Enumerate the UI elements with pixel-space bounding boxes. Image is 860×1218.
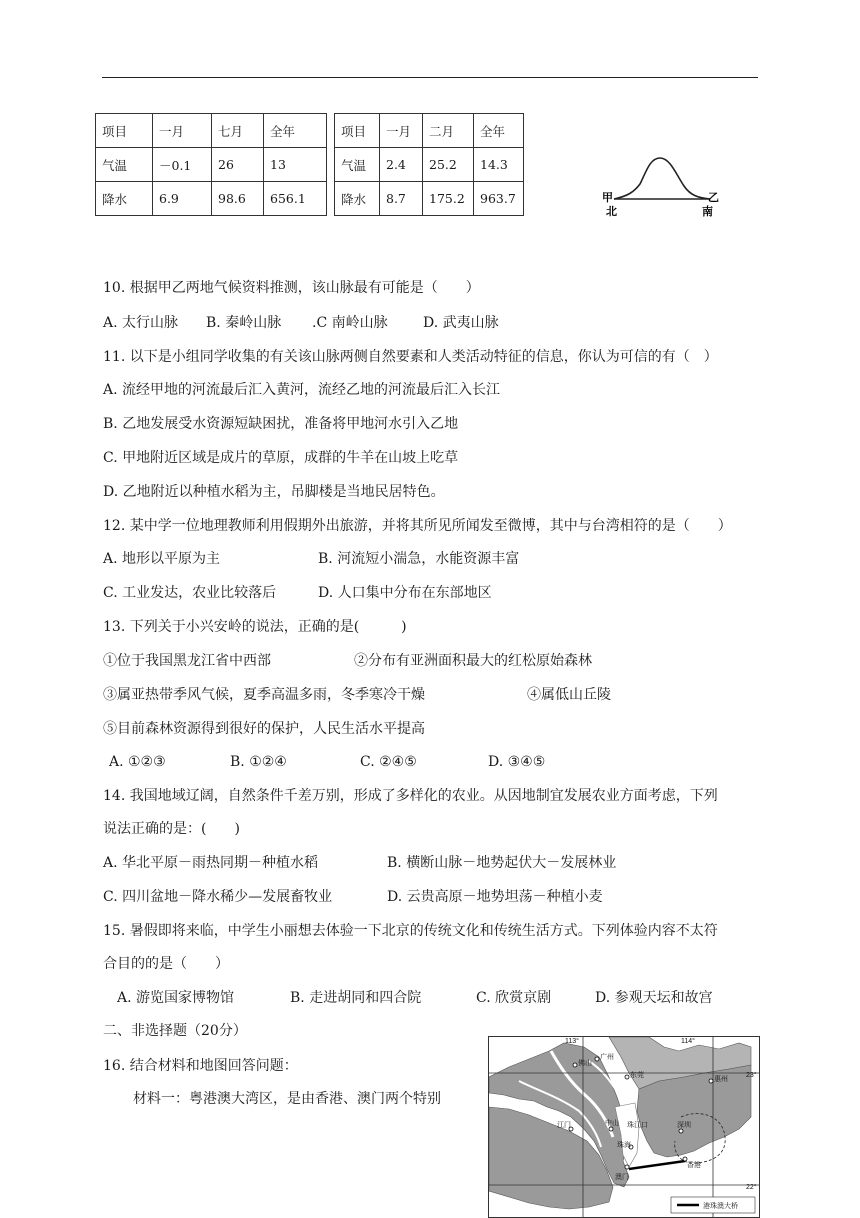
q16-material-1: 材料一：粤港澳大湾区，是由香港、澳门两个特别 (133, 1091, 441, 1107)
question-12-stem: 12. 某中学一位地理教师利用假期外出旅游，并将其所见所闻发至微博，其中与台湾相符的是（ ） (103, 518, 732, 534)
table-cell: 一月 (153, 114, 212, 148)
table-cell: 降水 (96, 182, 153, 216)
table-cell: 2.4 (380, 148, 423, 182)
greater-bay-area-map (488, 1036, 760, 1218)
table-cell: 13 (264, 148, 327, 182)
q10-option-d: D. 武夷山脉 (423, 315, 499, 331)
q12-option-b: B. 河流短小湍急，水能资源丰富 (318, 551, 520, 567)
table-cell: 气温 (335, 148, 380, 182)
question-14-stem-cont: 说法正确的是：( ) (103, 821, 240, 837)
profile-label-south: 南 (702, 206, 713, 218)
table-row (96, 148, 327, 182)
q11-option-c: C. 甲地附近区域是成片的草原，成群的牛羊在山坡上吃草 (103, 450, 459, 466)
table-row (335, 148, 524, 182)
q12-option-d: D. 人口集中分布在东部地区 (318, 585, 492, 601)
table-cell: 14.3 (474, 148, 524, 182)
q15-option-d: D. 参观天坛和故宫 (595, 990, 713, 1006)
profile-label-yi: 乙 (708, 192, 719, 204)
table-cell: 8.7 (380, 182, 423, 216)
table-cell: 25.2 (423, 148, 474, 182)
map-lon-label: 114° (681, 1038, 695, 1045)
table-header-row (96, 114, 327, 148)
q14-option-b: B. 横断山脉－地势起伏大－发展林业 (387, 855, 617, 871)
map-place-label: 佛山 (578, 1060, 592, 1067)
table-cell: 98.6 (212, 182, 264, 216)
mountain-profile-diagram (598, 150, 728, 225)
q13-statement-5: ⑤目前森林资源得到很好的保护，人民生活水平提高 (103, 721, 425, 737)
table-cell: 降水 (335, 182, 380, 216)
map-place-label: 深圳 (677, 1122, 691, 1129)
question-15-stem-cont: 合目的的是（ ） (103, 956, 229, 972)
q13-statement-4: ④属低山丘陵 (527, 687, 611, 703)
table-cell: 气温 (96, 148, 153, 182)
q15-option-c: C. 欣赏京剧 (476, 990, 552, 1006)
climate-table-jia (95, 113, 327, 216)
table-cell: 全年 (474, 114, 524, 148)
question-13-stem: 13. 下列关于小兴安岭的说法，正确的是( ) (103, 619, 407, 635)
map-legend-label: 港珠澳大桥 (703, 1203, 738, 1210)
q14-option-d: D. 云贵高原－地势坦荡－种植小麦 (387, 889, 603, 905)
table-cell: 全年 (264, 114, 327, 148)
question-14-stem: 14. 我国地域辽阔，自然条件千差万别，形成了多样化的农业。从因地制宜发展农业方面考虑，下列 (103, 788, 718, 804)
table-cell: 656.1 (264, 182, 327, 216)
table-cell: 6.9 (153, 182, 212, 216)
map-place-label: 东莞 (630, 1072, 644, 1079)
q13-option-b: B. ①②④ (230, 754, 287, 770)
map-place-label: 澳门 (615, 1174, 629, 1181)
header-rule (102, 77, 758, 78)
q14-option-c: C. 四川盆地－降水稀少—发展畜牧业 (103, 889, 333, 905)
q10-option-c: .C 南岭山脉 (312, 315, 388, 331)
table-cell: 963.7 (474, 182, 524, 216)
question-11-stem: 11. 以下是小组同学收集的有关该山脉两侧自然要素和人类活动特征的信息，你认为可信的有（ ） (103, 349, 718, 365)
profile-label-north: 北 (606, 206, 617, 218)
table-cell: 175.2 (423, 182, 474, 216)
q11-option-d: D. 乙地附近以种植水稻为主，吊脚楼是当地民居特色。 (103, 484, 445, 500)
table-header-row (335, 114, 524, 148)
q13-statement-1: ①位于我国黑龙江省中西部 (103, 653, 271, 669)
map-lon-label: 113° (565, 1038, 579, 1045)
table-row (335, 182, 524, 216)
table-cell: 一月 (380, 114, 423, 148)
q12-option-a: A. 地形以平原为主 (103, 551, 221, 567)
map-place-label: 珠江口 (627, 1122, 648, 1129)
section-title: 二、非选择题（20分） (103, 1023, 247, 1039)
map-place-label: 珠海 (617, 1142, 631, 1149)
table-cell: －0.1 (153, 148, 212, 182)
climate-table-yi (334, 113, 524, 216)
q15-option-b: B. 走进胡同和四合院 (290, 990, 422, 1006)
table-row (96, 182, 327, 216)
q13-option-d: D. ③④⑤ (488, 754, 546, 770)
q12-option-c: C. 工业发达，农业比较落后 (103, 585, 277, 601)
q10-option-b: B. 秦岭山脉 (206, 315, 282, 331)
table-cell: 七月 (212, 114, 264, 148)
q13-statement-3: ③属亚热带季风气候，夏季高温多雨，冬季寒冷干燥 (103, 687, 425, 703)
map-place-label: 广州 (600, 1054, 614, 1061)
q14-option-a: A. 华北平原－雨热同期－种植水稻 (103, 855, 319, 871)
table-cell: 项目 (335, 114, 380, 148)
question-10-stem: 10. 根据甲乙两地气候资料推测，该山脉最有可能是（ ） (103, 280, 480, 296)
table-cell: 26 (212, 148, 264, 182)
map-place-label: 香港 (687, 1162, 701, 1169)
table-cell: 项目 (96, 114, 153, 148)
table-cell: 二月 (423, 114, 474, 148)
map-lat-label: 23° (746, 1072, 757, 1079)
q11-option-b: B. 乙地发展受水资源短缺困扰，准备将甲地河水引入乙地 (103, 416, 459, 432)
q13-option-a: A. ①②③ (109, 754, 166, 770)
q10-option-a: A. 太行山脉 (103, 315, 179, 331)
map-place-label: 惠州 (714, 1076, 728, 1083)
q13-option-c: C. ②④⑤ (360, 754, 417, 770)
map-place-label: 江门 (557, 1122, 571, 1129)
question-16-stem: 16. 结合材料和地图回答问题： (103, 1058, 298, 1074)
q15-option-a: A. 游览国家博物馆 (117, 990, 235, 1006)
q11-option-a: A. 流经甲地的河流最后汇入黄河，流经乙地的河流最后汇入长江 (103, 382, 501, 398)
map-lat-label: 22° (746, 1184, 757, 1191)
map-place-label: 中山 (605, 1120, 619, 1127)
question-15-stem: 15. 暑假即将来临，中学生小丽想去体验一下北京的传统文化和传统生活方式。下列体验内容不太符 (103, 923, 718, 939)
q13-statement-2: ②分布有亚洲面积最大的红松原始森林 (354, 653, 592, 669)
profile-label-jia: 甲 (602, 192, 613, 204)
